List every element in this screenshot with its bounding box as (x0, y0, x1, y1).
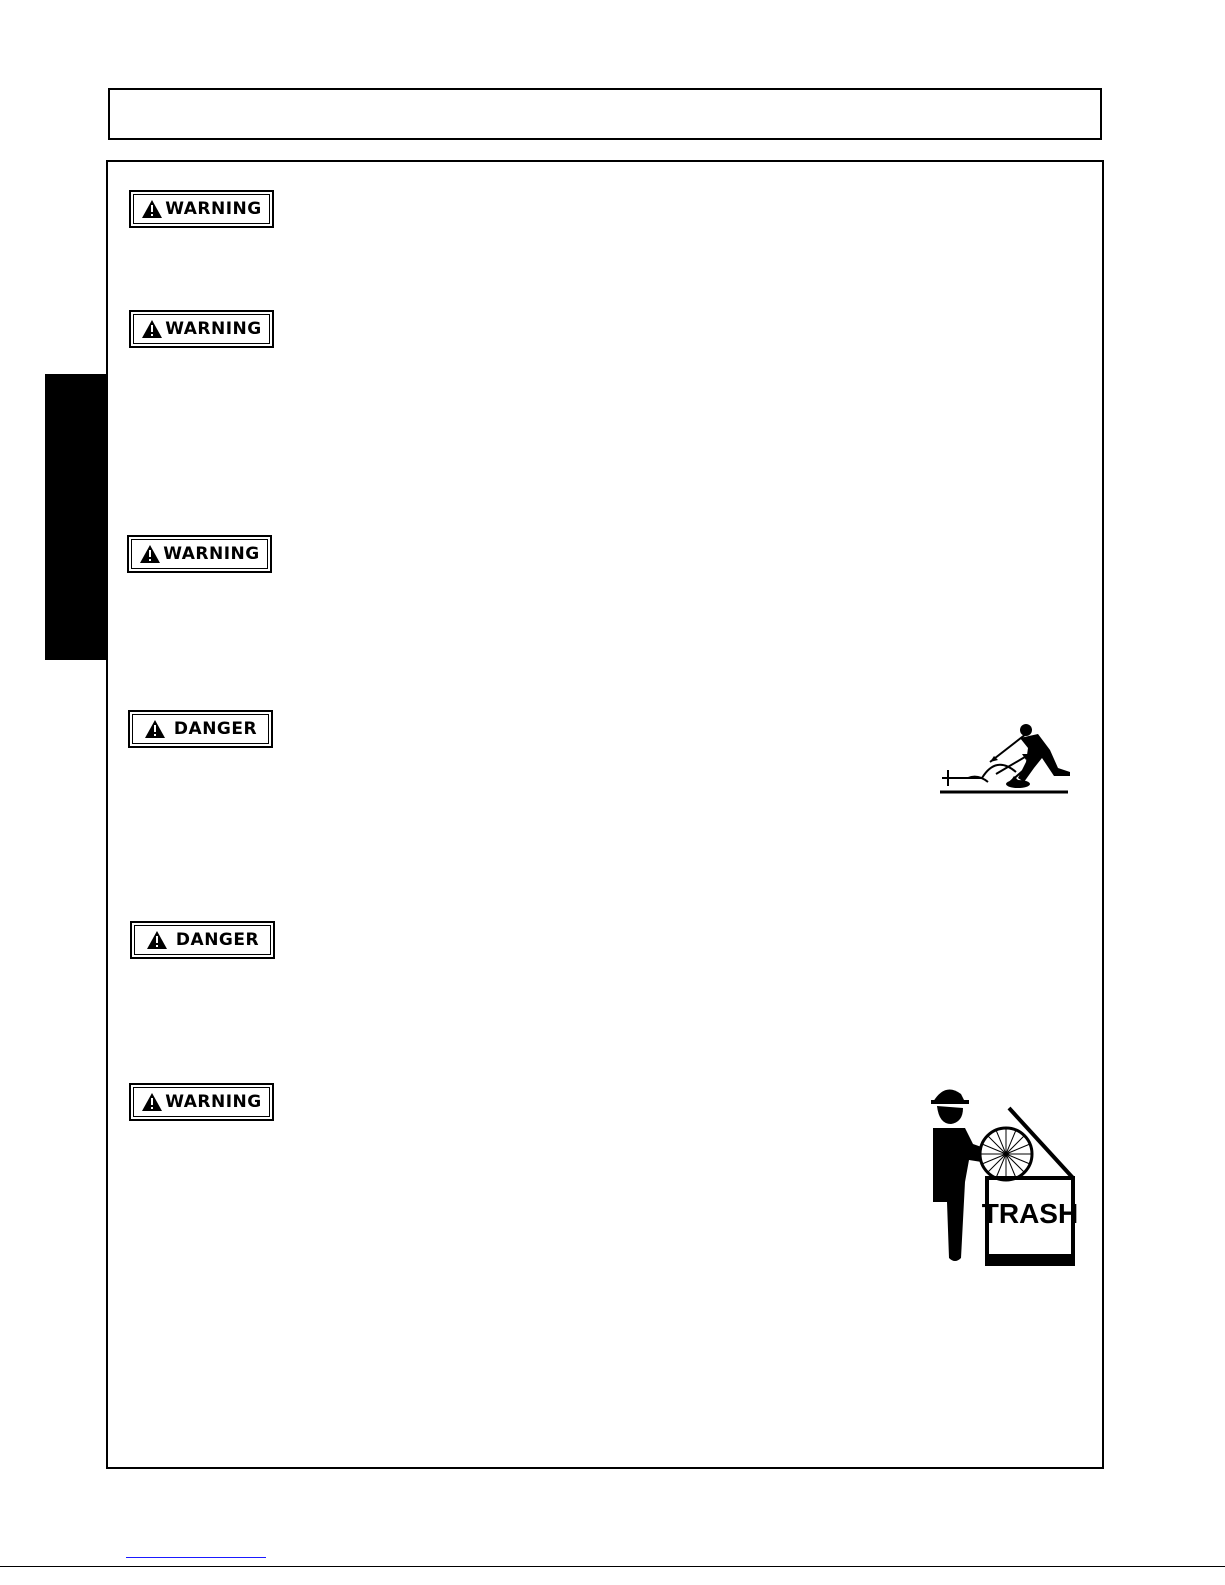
warning-triangle-icon (141, 199, 163, 219)
warning-sign (129, 1083, 274, 1121)
section-side-tab (45, 374, 107, 660)
sign-word: WARNING (165, 318, 262, 339)
warning-sign (127, 535, 272, 573)
footer-rule (0, 1566, 1225, 1567)
danger-sign (130, 921, 275, 959)
warning-triangle-icon (146, 930, 168, 950)
warning-sign (129, 190, 274, 228)
thrown-object-hazard-icon (938, 720, 1078, 800)
section-header-box (108, 88, 1102, 140)
sign-word: DANGER (173, 718, 258, 739)
sign-word: WARNING (165, 198, 262, 219)
sign-word: WARNING (163, 543, 260, 564)
warning-triangle-icon (144, 719, 166, 739)
warning-triangle-icon (139, 544, 161, 564)
warning-sign (129, 310, 274, 348)
sign-word: DANGER (175, 929, 260, 950)
trash-label: TRASH (981, 1198, 1079, 1229)
warning-triangle-icon (141, 319, 163, 339)
warning-triangle-icon (141, 1092, 163, 1112)
discard-blade-trash-icon (925, 1082, 1080, 1268)
content-box (106, 160, 1104, 1469)
footer-link-rule[interactable] (126, 1557, 266, 1558)
danger-sign (128, 710, 273, 748)
sign-word: WARNING (165, 1091, 262, 1112)
